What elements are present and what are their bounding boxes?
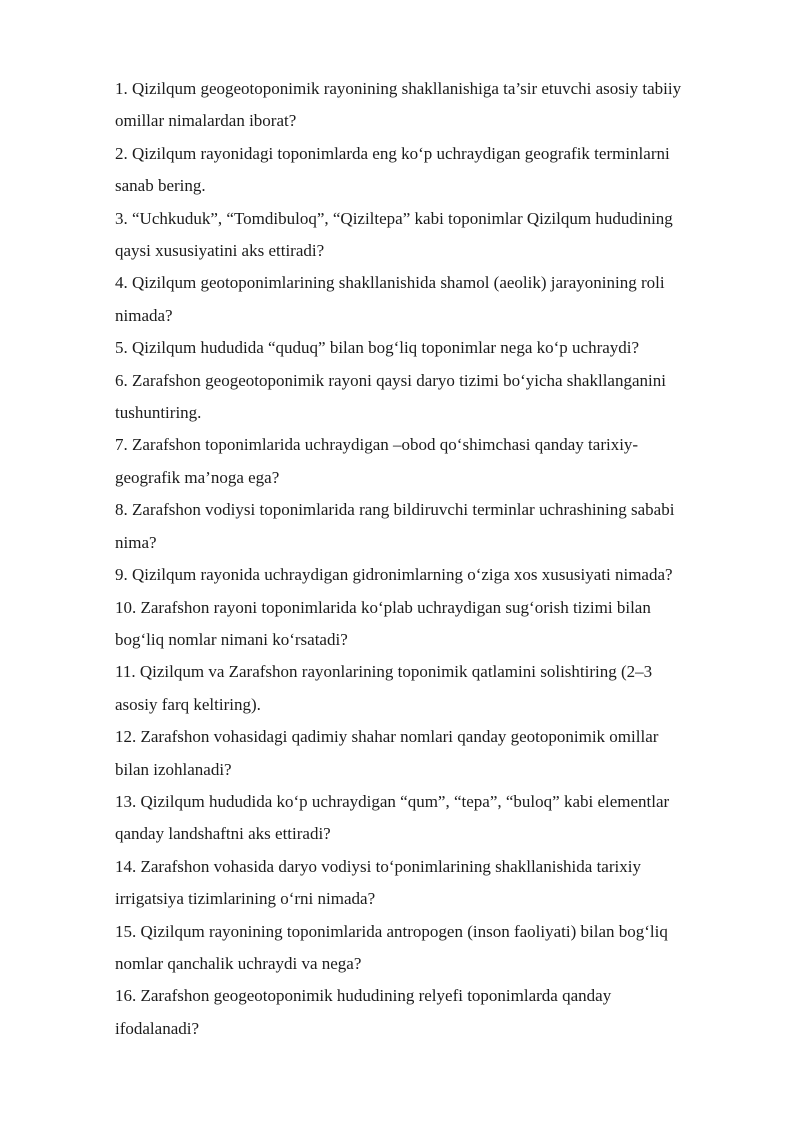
question-text-line: 8. Zarafshon vodiysi toponimlarida rang bildiruvchi terminlar uchrashining sababi [115, 500, 675, 520]
question-item [115, 332, 747, 364]
question-text-line: 6. Zarafshon geogeotoponimik rayoni qaysi daryo tizimi bo‘yicha shakllanganini [115, 370, 666, 390]
question-item [115, 429, 747, 494]
question-list [115, 73, 747, 1045]
question-text-line: asosiy farq keltiring). [115, 694, 261, 714]
question-text-line: 14. Zarafshon vohasida daryo vodiysi to‘ponimlarining shakllanishida tarixiy [115, 856, 641, 876]
question-text-line: bog‘liq nomlar nimani ko‘rsatadi? [115, 629, 348, 649]
question-item [115, 851, 747, 916]
question-text-line: 13. Qizilqum hududida ko‘p uchraydigan “qum”, “tepa”, “buloq” kabi elementlar [115, 791, 670, 811]
question-text-line: 7. Zarafshon toponimlarida uchraydigan –obod qo‘shimchasi qanday tarixiy- [115, 435, 639, 455]
question-text-line: geografik ma’noga ega? [115, 467, 280, 487]
question-item [115, 592, 747, 657]
question-item [115, 786, 747, 851]
question-text-line: 11. Qizilqum va Zarafshon rayonlarining toponimik qatlamini solishtiring (2–3 [115, 662, 653, 682]
question-item [115, 138, 747, 203]
question-text-line: omillar nimalardan iborat? [115, 111, 297, 131]
question-text-line: qanday landshaftni aks ettiradi? [115, 824, 331, 844]
question-text-line: bilan izohlanadi? [115, 759, 232, 779]
question-text-line: sanab bering. [115, 176, 206, 196]
question-text-line: tushuntiring. [115, 403, 202, 423]
question-item [115, 916, 747, 981]
question-item [115, 267, 747, 332]
question-text-line: 15. Qizilqum rayonining toponimlarida antropogen (inson faoliyati) bilan bog‘liq [115, 921, 668, 941]
question-text-line: 9. Qizilqum rayonida uchraydigan gidronimlarning o‘ziga xos xususiyati nimada? [115, 565, 673, 585]
question-text-line: 3. “Uchkuduk”, “Tomdibuloq”, “Qiziltepa” kabi toponimlar Qizilqum hududining [115, 208, 673, 228]
question-text-line: nomlar qanchalik uchraydi va nega? [115, 953, 362, 973]
question-text-line: nimada? [115, 305, 173, 325]
question-text-line: qaysi xususiyatini aks ettiradi? [115, 241, 325, 261]
question-item [115, 73, 747, 138]
question-item [115, 721, 747, 786]
question-text-line: irrigatsiya tizimlarining o‘rni nimada? [115, 889, 376, 909]
question-text-line: 2. Qizilqum rayonidagi toponimlarda eng ko‘p uchraydigan geografik terminlarni [115, 143, 670, 163]
question-item [115, 203, 747, 268]
question-item [115, 980, 747, 1045]
question-item [115, 494, 747, 559]
question-text-line: 4. Qizilqum geotoponimlarining shakllanishida shamol (aeolik) jarayonining roli [115, 273, 665, 293]
question-item [115, 656, 747, 721]
question-text-line: 5. Qizilqum hududida “quduq” bilan bog‘liq toponimlar nega ko‘p uchraydi? [115, 338, 640, 358]
question-text-line: 10. Zarafshon rayoni toponimlarida ko‘plab uchraydigan sug‘orish tizimi bilan [115, 597, 651, 617]
question-item [115, 365, 747, 430]
question-text-line: 1. Qizilqum geogeotoponimik rayonining shakllanishiga ta’sir etuvchi asosiy tabiiy [115, 79, 682, 98]
question-text-line: 12. Zarafshon vohasidagi qadimiy shahar nomlari qanday geotoponimik omillar [115, 727, 659, 747]
question-text-line: ifodalanadi? [115, 1018, 200, 1038]
question-item [115, 559, 747, 591]
question-text-line: 16. Zarafshon geogeotoponimik hududining relyefi toponimlarda qanday [115, 986, 612, 1006]
question-text-line: nima? [115, 532, 157, 552]
